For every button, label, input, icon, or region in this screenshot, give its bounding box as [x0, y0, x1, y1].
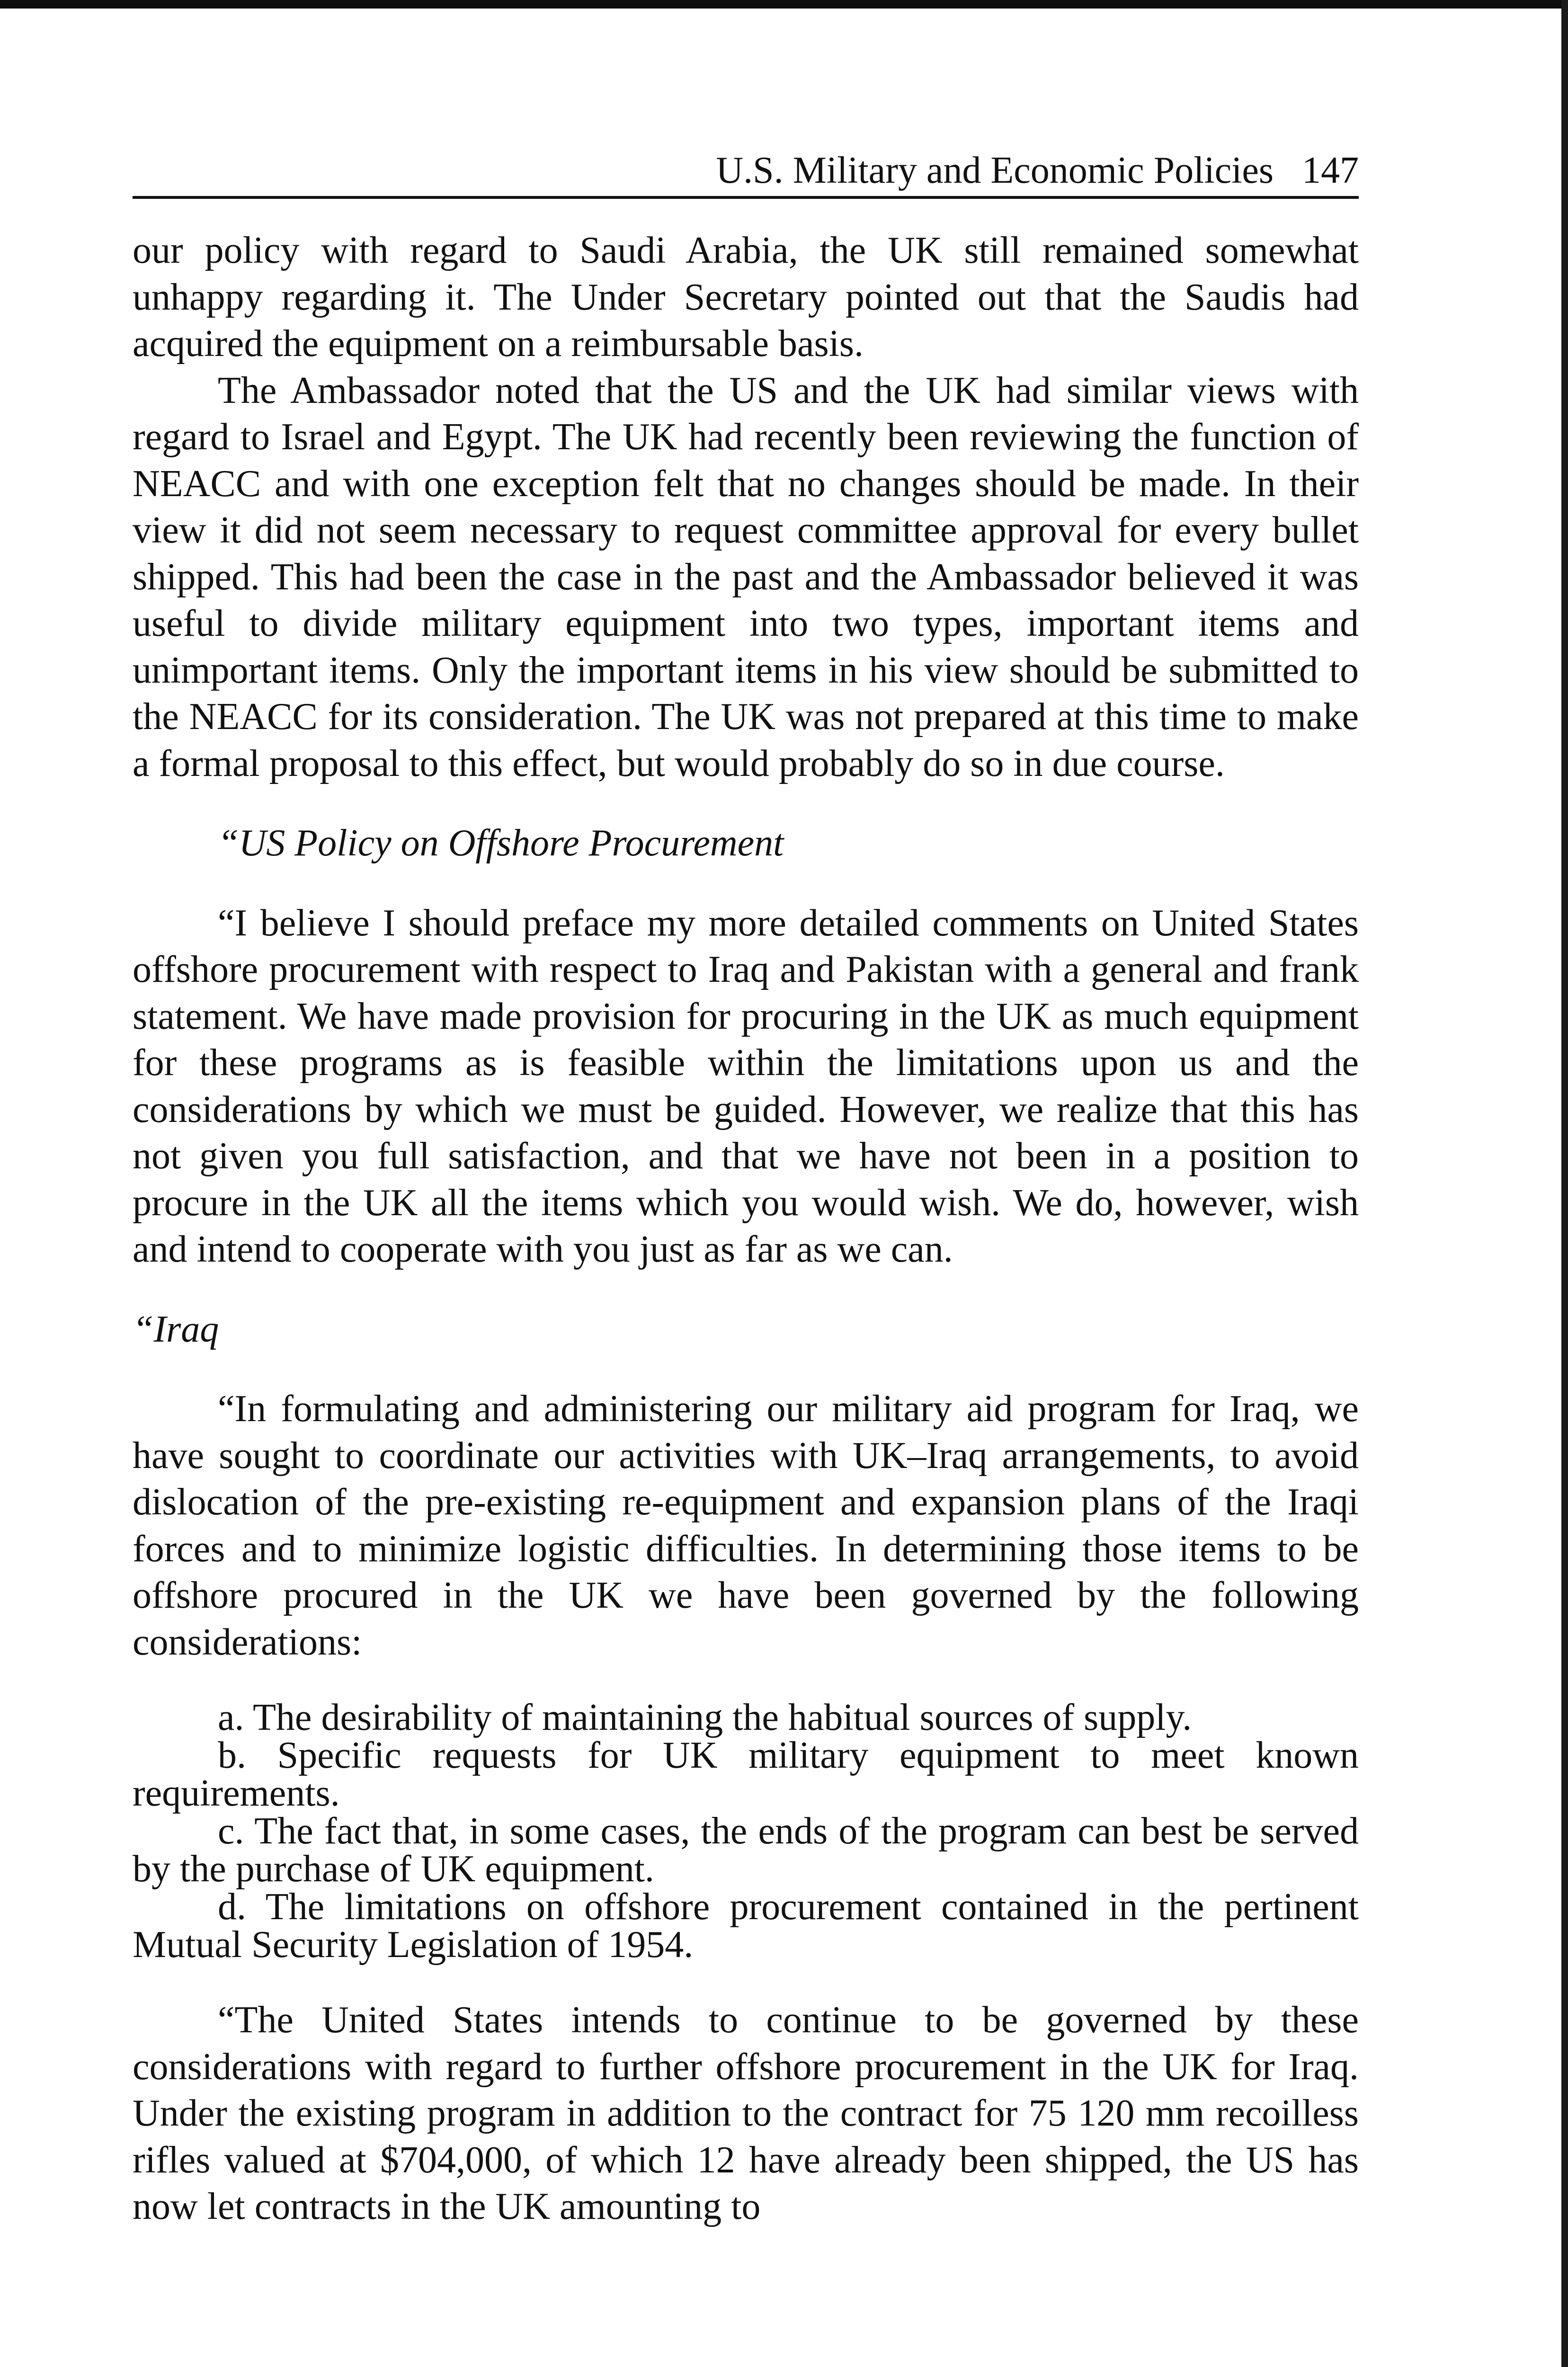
- paragraph-continuation: our policy with regard to Saudi Arabia, the UK still remained somewhat unhappy regarding it. The Under Secretary pointed out that the Saudis had acquired the equipment on a reimbursable basis.: [133, 230, 1359, 365]
- list-item: c. The fact that, in some cases, the ends of the program can best be served by the purchase of UK equipment.: [133, 1810, 1359, 1890]
- book-page: [133, 147, 1359, 2230]
- running-head: [133, 147, 1359, 199]
- running-head-title: U.S. Military and Economic Policies: [716, 150, 1274, 191]
- scan-top-border: [0, 0, 1568, 9]
- paragraph-iraq-program: “In formulating and administering our military aid program for Iraq, we have sought to coordinate our activities with UK–Iraq arrangements, to avoid dislocation of the pre-existing re-equipment and expansion plans of the Iraqi forces and to minimize logistic difficulties. In determining those items to be offshore procured in the UK we have been governed by the following considerations:: [133, 1388, 1359, 1663]
- section-heading-offshore-procurement: “US Policy on Offshore Procurement: [218, 822, 784, 864]
- list-item: b. Specific requests for UK military equipment to meet known requirements.: [133, 1735, 1359, 1814]
- list-item: a. The desirability of maintaining the habitual sources of supply.: [218, 1697, 1192, 1738]
- paragraph-us-intends: “The United States intends to continue to be governed by these considerations with regard to further offshore procurement in the UK for Iraq. Under the existing program in addition to the contract for 75 120 mm recoilless rifles valued at $704,000, of which 12 have already been shipped, the US has now let contracts in the UK amounting to: [133, 1999, 1359, 2227]
- scan-right-border: [1561, 0, 1568, 2367]
- paragraph-ambassador: The Ambassador noted that the US and the UK had similar views with regard to Israel and Egypt. The UK had recently been reviewing the function of NEACC and with one exception felt that no changes should be made. In their view it did not seem necessary to request committee approval for every bullet shipped. This had been the case in the past and the Ambassador believed it was useful to divide military equipment into two types, important items and unimportant items. Only the important items in his view should be submitted to the NEACC for its consideration. The UK was not prepared at this time to make a formal proposal to this effect, but would probably do so in due course.: [133, 369, 1359, 784]
- section-heading-iraq: “Iraq: [133, 1308, 219, 1350]
- page-number: 147: [1302, 150, 1359, 191]
- paragraph-offshore-statement: “I believe I should preface my more detailed comments on United States offshore procurement with respect to Iraq and Pakistan with a general and frank statement. We have made provision for procuring in the UK as much equipment for these programs as is feasible within the limitations upon us and the considerations by which we must be guided. However, we realize that this has not given you full satisfaction, and that we have not been in a position to procure in the UK all the items which you would wish. We do, however, wish and intend to cooperate with you just as far as we can.: [133, 902, 1359, 1270]
- list-item: d. The limitations on offshore procurement contained in the pertinent Mutual Security Legislation of 1954.: [133, 1886, 1359, 1966]
- body-text: [133, 227, 1359, 2230]
- considerations-list: [133, 1699, 1359, 1964]
